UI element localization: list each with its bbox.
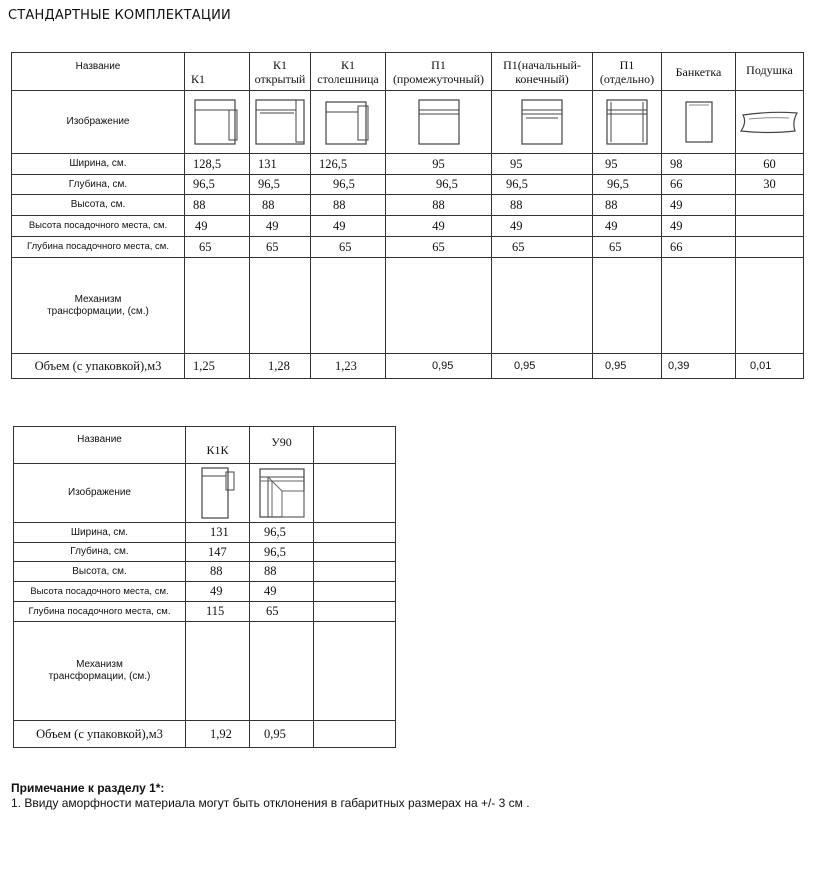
value-cell: 96,5 — [185, 175, 250, 195]
col-header: П1(начальный- конечный) — [492, 53, 593, 91]
value-cell: 95 — [386, 154, 492, 175]
value-cell: 49 — [185, 216, 250, 237]
image-cell — [662, 91, 736, 154]
row-label-mechanism: Механизм трансформации, (см.) — [14, 622, 186, 721]
row-label-depth: Глубина, см. — [14, 543, 186, 562]
value-cell: 49 — [311, 216, 386, 237]
col-header: П1 (промежуточный) — [386, 53, 492, 91]
spec-table-secondary — [13, 426, 396, 748]
image-cell — [250, 91, 311, 154]
value-cell: 88 — [311, 195, 386, 216]
pillow-icon — [737, 107, 803, 137]
value-cell: 128,5 — [185, 154, 250, 175]
row-label-height: Высота, см. — [14, 562, 186, 582]
depth-row — [14, 543, 396, 562]
value-cell: 1,25 — [185, 354, 250, 379]
image-row — [12, 91, 804, 154]
value-cell — [386, 258, 492, 354]
value-cell: 88 — [185, 195, 250, 216]
row-label-image: Изображение — [14, 464, 186, 523]
value-cell: 88 — [250, 195, 311, 216]
row-label-height: Высота, см. — [12, 195, 185, 216]
value-cell — [314, 543, 396, 562]
col-header: П1 (отдельно) — [593, 53, 662, 91]
spec-table-main — [11, 52, 804, 379]
value-cell: 1,28 — [250, 354, 311, 379]
col-header: К1 открытый — [250, 53, 311, 91]
row-label-width: Ширина, см. — [14, 523, 186, 543]
row-label-depth: Глубина, см. — [12, 175, 185, 195]
value-cell: 0,39 — [662, 354, 736, 379]
value-cell: 126,5 — [311, 154, 386, 175]
value-cell: 88 — [186, 562, 250, 582]
image-cell — [492, 91, 593, 154]
value-cell — [314, 602, 396, 622]
k1-module-icon — [193, 98, 241, 146]
value-cell: 88 — [492, 195, 593, 216]
image-cell — [250, 464, 314, 523]
height-row — [12, 195, 804, 216]
col-header: У90 — [250, 427, 314, 464]
value-cell: 98 — [662, 154, 736, 175]
image-cell — [185, 91, 250, 154]
note-text: 1. Ввиду аморфности материала могут быть отклонения в габаритных размерах на +/- 3 см . — [11, 796, 530, 810]
value-cell: 96,5 — [250, 523, 314, 543]
seat-depth-row — [14, 602, 396, 622]
image-cell — [186, 464, 250, 523]
value-cell: 0,01 — [736, 354, 804, 379]
value-cell: 131 — [250, 154, 311, 175]
k1-table-module-icon — [324, 98, 372, 146]
row-label-mechanism: Механизм трансформации, (см.) — [12, 258, 185, 354]
value-cell: 96,5 — [250, 543, 314, 562]
value-cell: 65 — [250, 602, 314, 622]
value-cell — [314, 523, 396, 543]
width-row — [12, 154, 804, 175]
value-cell: 96,5 — [386, 175, 492, 195]
row-label-image: Изображение — [12, 91, 185, 154]
value-cell: 49 — [662, 195, 736, 216]
p1-middle-module-icon — [417, 98, 461, 146]
value-cell — [736, 258, 804, 354]
value-cell — [314, 721, 396, 748]
value-cell — [736, 216, 804, 237]
header-row — [14, 427, 396, 464]
value-cell: 0,95 — [250, 721, 314, 748]
col-header: Банкетка — [662, 53, 736, 91]
value-cell: 65 — [492, 237, 593, 258]
mechanism-row — [12, 258, 804, 354]
value-cell — [185, 258, 250, 354]
seat-height-row — [12, 216, 804, 237]
value-cell: 1,23 — [311, 354, 386, 379]
value-cell: 88 — [593, 195, 662, 216]
image-cell — [311, 91, 386, 154]
col-header: К1К — [186, 427, 250, 464]
value-cell: 1,92 — [186, 721, 250, 748]
col-header: К1 столешница — [311, 53, 386, 91]
seat-height-row — [14, 582, 396, 602]
value-cell — [736, 195, 804, 216]
col-header — [314, 427, 396, 464]
k1-open-module-icon — [254, 98, 306, 146]
value-cell: 49 — [186, 582, 250, 602]
value-cell: 49 — [250, 216, 311, 237]
value-cell — [314, 562, 396, 582]
row-label-seat-depth: Глубина посадочного места, см. — [14, 602, 186, 622]
row-label-seat-height: Высота посадочного места, см. — [12, 216, 185, 237]
value-cell: 88 — [250, 562, 314, 582]
value-cell: 0,95 — [593, 354, 662, 379]
header-row — [12, 53, 804, 91]
col-header: К1 — [185, 53, 250, 91]
value-cell: 49 — [593, 216, 662, 237]
value-cell — [311, 258, 386, 354]
value-cell — [593, 258, 662, 354]
p1-end-module-icon — [520, 98, 564, 146]
value-cell — [662, 258, 736, 354]
row-label-volume: Объем (с упаковкой),м3 — [14, 721, 186, 748]
page-title: СТАНДАРТНЫЕ КОМПЛЕКТАЦИИ — [8, 8, 231, 23]
value-cell: 115 — [186, 602, 250, 622]
value-cell: 49 — [662, 216, 736, 237]
col-header: Подушка — [736, 53, 804, 91]
value-cell — [314, 582, 396, 602]
value-cell: 96,5 — [311, 175, 386, 195]
image-cell — [314, 464, 396, 523]
value-cell: 95 — [492, 154, 593, 175]
value-cell: 96,5 — [250, 175, 311, 195]
value-cell: 60 — [736, 154, 804, 175]
value-cell: 96,5 — [593, 175, 662, 195]
row-label-width: Ширина, см. — [12, 154, 185, 175]
value-cell: 65 — [250, 237, 311, 258]
value-cell — [314, 622, 396, 721]
value-cell: 66 — [662, 175, 736, 195]
value-cell: 0,95 — [492, 354, 593, 379]
bench-icon — [684, 100, 714, 144]
p1-separate-module-icon — [605, 98, 649, 146]
k1k-module-icon — [198, 466, 238, 520]
value-cell: 131 — [186, 523, 250, 543]
value-cell: 0,95 — [386, 354, 492, 379]
value-cell — [492, 258, 593, 354]
value-cell: 65 — [386, 237, 492, 258]
volume-row — [12, 354, 804, 379]
value-cell: 96,5 — [492, 175, 593, 195]
value-cell: 147 — [186, 543, 250, 562]
row-label-seat-depth: Глубина посадочного места, см. — [12, 237, 185, 258]
value-cell: 49 — [250, 582, 314, 602]
image-row — [14, 464, 396, 523]
note-section — [11, 781, 530, 811]
u90-corner-icon — [258, 467, 306, 519]
value-cell: 65 — [311, 237, 386, 258]
height-row — [14, 562, 396, 582]
seat-depth-row — [12, 237, 804, 258]
image-cell — [736, 91, 804, 154]
row-label-volume: Объем (с упаковкой),м3 — [12, 354, 185, 379]
width-row — [14, 523, 396, 543]
value-cell: 65 — [185, 237, 250, 258]
row-label-name: Название — [14, 427, 186, 464]
value-cell: 49 — [386, 216, 492, 237]
value-cell — [736, 237, 804, 258]
image-cell — [386, 91, 492, 154]
row-label-name: Название — [12, 53, 185, 91]
row-label-seat-height: Высота посадочного места, см. — [14, 582, 186, 602]
value-cell: 49 — [492, 216, 593, 237]
value-cell: 95 — [593, 154, 662, 175]
image-cell — [593, 91, 662, 154]
value-cell: 65 — [593, 237, 662, 258]
note-title: Примечание к разделу 1*: — [11, 781, 165, 795]
value-cell — [250, 622, 314, 721]
value-cell — [186, 622, 250, 721]
value-cell — [250, 258, 311, 354]
depth-row — [12, 175, 804, 195]
value-cell: 66 — [662, 237, 736, 258]
value-cell: 88 — [386, 195, 492, 216]
value-cell: 30 — [736, 175, 804, 195]
mechanism-row — [14, 622, 396, 721]
volume-row — [14, 721, 396, 748]
